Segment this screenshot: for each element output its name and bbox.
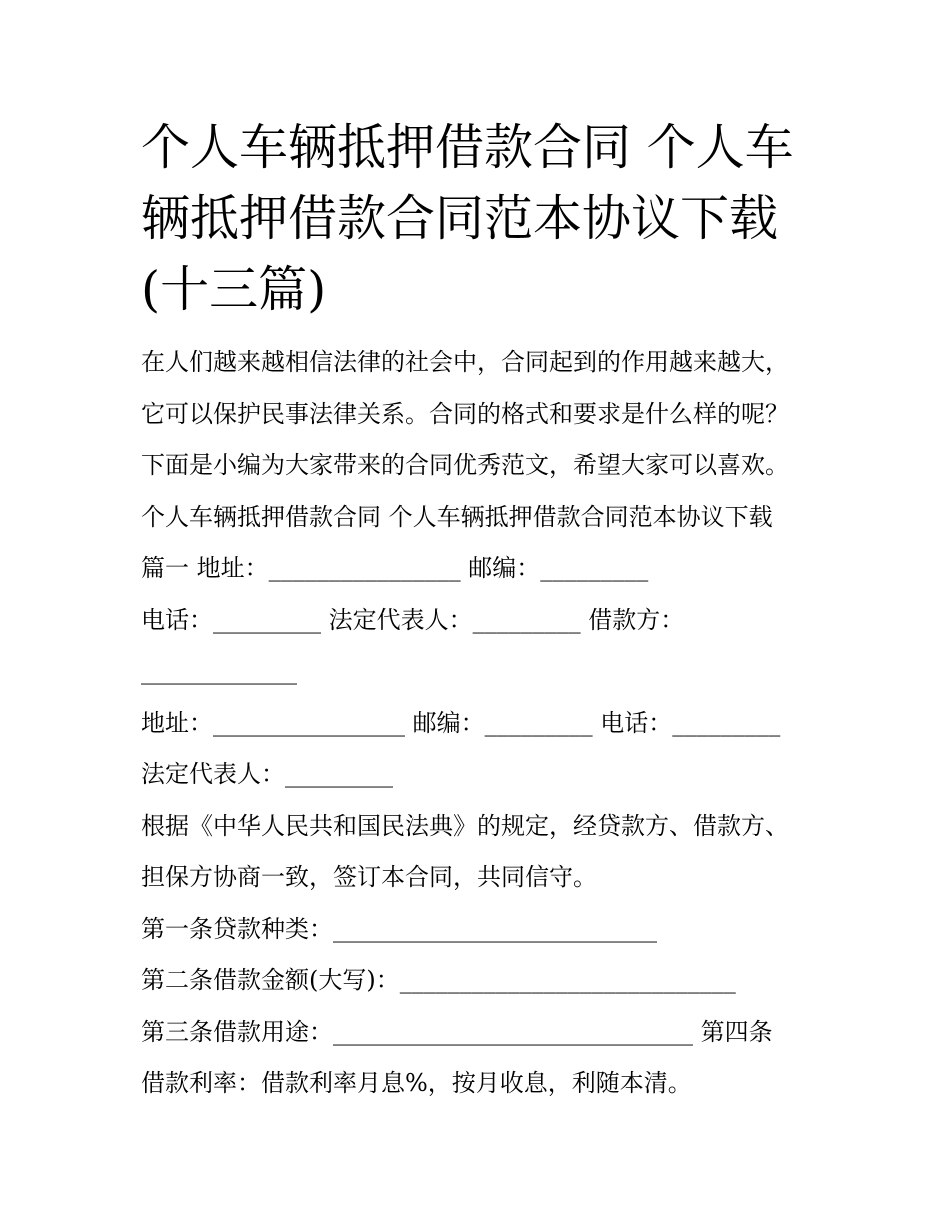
document-body — [141, 112, 811, 1110]
borrower-name-line: _____________ — [141, 657, 297, 685]
section-heading: 个人车辆抵押借款合同 个人车辆抵押借款合同范本协议下载 — [141, 502, 773, 531]
document-title — [141, 112, 811, 325]
intro-line-3: 下面是小编为大家带来的合同优秀范文，希望大家可以喜欢。 — [141, 451, 789, 479]
intro-line-2: 它可以保护民事法律关系。合同的格式和要求是什么样的呢？ — [141, 399, 789, 428]
article-4-line: 借款利率：借款利率月息%，按月收息，利随本清。 — [141, 1069, 692, 1097]
borrower-address-line: 地址：________________ 邮编：_________ 电话：_________ — [141, 708, 781, 737]
title-line-3: (十三篇) — [141, 261, 327, 318]
intro-line-1: 在人们越来越相信法律的社会中，合同起到的作用越来越大， — [141, 348, 789, 376]
lender-phone-line: 电话：_________ 法定代表人：_________ 借款方： — [141, 605, 685, 634]
title-line-2: 辆抵押借款合同范本协议下载 — [141, 190, 779, 247]
preamble-line-2: 担保方协商一致，签订本合同，共同信守。 — [141, 863, 597, 891]
article-1-line: 第一条贷款种类：___________________________ — [141, 914, 657, 943]
borrower-representative-line: 法定代表人：_________ — [141, 760, 393, 788]
article-2-line: 第二条借款金额(大写)：____________________________ — [141, 966, 736, 994]
title-line-1: 个人车辆抵押借款合同 个人车 — [141, 119, 794, 176]
lender-address-line: 篇一 地址：________________ 邮编：_________ — [141, 554, 649, 582]
article-3-line: 第三条借款用途：______________________________ 第四条 — [141, 1017, 773, 1046]
preamble-line-1: 根据《中华人民共和国民法典》的规定，经贷款方、借款方、 — [141, 811, 789, 840]
